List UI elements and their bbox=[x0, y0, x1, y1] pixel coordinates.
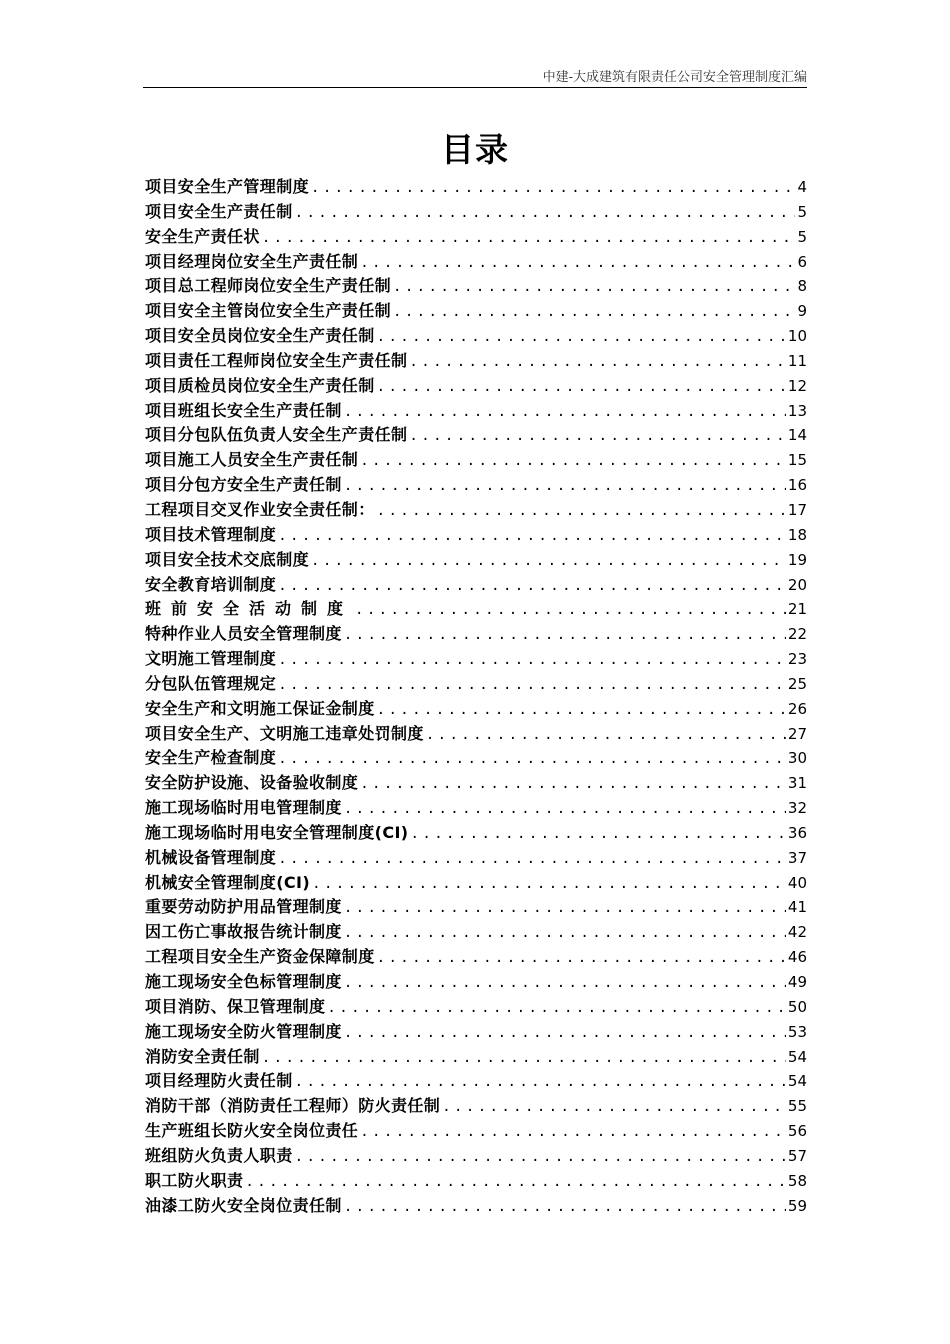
toc-entry[interactable] bbox=[145, 225, 807, 250]
toc-dot-leader bbox=[344, 896, 786, 921]
toc-entry[interactable] bbox=[145, 299, 807, 324]
toc-entry-page-number: 36 bbox=[787, 823, 807, 842]
toc-entry[interactable] bbox=[145, 374, 807, 399]
toc-entry-title: 项目施工人员安全生产责任制 bbox=[145, 450, 359, 470]
toc-dot-leader bbox=[360, 772, 786, 797]
toc-entry-title: 项目分包方安全生产责任制 bbox=[145, 475, 342, 495]
toc-entry[interactable] bbox=[145, 498, 807, 523]
toc-entry-page-number: 57 bbox=[787, 1146, 807, 1165]
toc-entry[interactable] bbox=[145, 796, 807, 821]
toc-entry-title: 安全教育培训制度 bbox=[145, 574, 277, 594]
toc-entry[interactable] bbox=[145, 473, 807, 498]
toc-entry-page-number: 11 bbox=[787, 351, 807, 370]
toc-entry[interactable] bbox=[145, 920, 807, 945]
toc-entry-title: 安全防护设施、设备验收制度 bbox=[145, 773, 359, 793]
toc-entry-page-number: 53 bbox=[787, 1022, 807, 1041]
toc-entry-title: 施工现场安全防火管理制度 bbox=[145, 1021, 342, 1041]
toc-entry[interactable] bbox=[145, 995, 807, 1020]
toc-entry[interactable] bbox=[145, 846, 807, 871]
toc-entry-page-number: 54 bbox=[787, 1047, 807, 1066]
toc-entry[interactable] bbox=[145, 399, 807, 424]
toc-entry-title: 班前安全活动制度 bbox=[145, 599, 354, 619]
toc-entry[interactable] bbox=[145, 697, 807, 722]
toc-entry-page-number: 32 bbox=[787, 799, 807, 818]
toc-entry[interactable] bbox=[145, 1094, 807, 1119]
toc-entry[interactable] bbox=[145, 970, 807, 995]
toc-entry[interactable] bbox=[145, 895, 807, 920]
toc-dot-leader bbox=[377, 325, 786, 350]
toc-dot-leader bbox=[278, 524, 786, 549]
toc-entry-page-number: 18 bbox=[787, 525, 807, 544]
toc-entry[interactable] bbox=[145, 324, 807, 349]
toc-entry-page-number: 31 bbox=[787, 774, 807, 793]
toc-entry[interactable] bbox=[145, 722, 807, 747]
toc-entry-page-number: 26 bbox=[787, 699, 807, 718]
toc-entry-title: 分包队伍管理规定 bbox=[145, 673, 277, 693]
toc-entry-title: 安全生产和文明施工保证金制度 bbox=[145, 698, 375, 718]
toc-entry[interactable] bbox=[145, 175, 807, 200]
toc-entry-page-number: 22 bbox=[787, 625, 807, 644]
toc-entry-page-number: 9 bbox=[797, 302, 807, 321]
toc-entry-title: 文明施工管理制度 bbox=[145, 649, 277, 669]
toc-entry[interactable] bbox=[145, 1169, 807, 1194]
toc-entry-page-number: 21 bbox=[787, 600, 807, 619]
toc-entry-page-number: 6 bbox=[797, 252, 807, 271]
toc-entry-title: 施工现场临时用电管理制度 bbox=[145, 798, 342, 818]
toc-entry[interactable] bbox=[145, 647, 807, 672]
toc-entry-page-number: 56 bbox=[787, 1122, 807, 1141]
toc-entry[interactable] bbox=[145, 1119, 807, 1144]
toc-dot-leader bbox=[377, 375, 786, 400]
toc-dot-leader bbox=[360, 449, 786, 474]
toc-dot-leader bbox=[360, 251, 795, 276]
toc-entry[interactable] bbox=[145, 597, 807, 622]
toc-entry[interactable] bbox=[145, 573, 807, 598]
toc-entry-page-number: 58 bbox=[787, 1171, 807, 1190]
toc-entry-title: 项目安全员岗位安全生产责任制 bbox=[145, 326, 375, 346]
toc-entry[interactable] bbox=[145, 945, 807, 970]
toc-entry-title: 项目班组长安全生产责任制 bbox=[145, 400, 342, 420]
toc-entry[interactable] bbox=[145, 672, 807, 697]
toc-entry-title: 工程项目安全生产资金保障制度 bbox=[145, 947, 375, 967]
toc-dot-leader bbox=[344, 400, 786, 425]
toc-entry-title: 项目质检员岗位安全生产责任制 bbox=[145, 375, 375, 395]
toc-entry[interactable] bbox=[145, 1045, 807, 1070]
toc-entry-page-number: 46 bbox=[787, 948, 807, 967]
toc-dot-leader bbox=[327, 996, 786, 1021]
toc-entry-title: 项目技术管理制度 bbox=[145, 524, 277, 544]
toc-entry-title: 安全生产检查制度 bbox=[145, 748, 277, 768]
toc-entry[interactable] bbox=[145, 523, 807, 548]
toc-entry-page-number: 23 bbox=[787, 650, 807, 669]
toc-dot-leader bbox=[312, 872, 786, 897]
toc-entry-page-number: 17 bbox=[787, 500, 807, 519]
table-of-contents bbox=[145, 175, 807, 1218]
toc-entry-title: 项目经理防火责任制 bbox=[145, 1071, 293, 1091]
toc-dot-leader bbox=[278, 847, 786, 872]
toc-dot-leader bbox=[295, 201, 796, 226]
toc-dot-leader bbox=[245, 1170, 786, 1195]
toc-dot-leader bbox=[355, 598, 786, 623]
toc-entry[interactable] bbox=[145, 821, 807, 846]
toc-dot-leader bbox=[262, 1046, 786, 1071]
toc-dot-leader bbox=[278, 574, 786, 599]
toc-entry-page-number: 42 bbox=[787, 923, 807, 942]
toc-entry-page-number: 25 bbox=[787, 674, 807, 693]
toc-entry[interactable] bbox=[145, 200, 807, 225]
toc-dot-leader bbox=[344, 797, 786, 822]
toc-entry[interactable] bbox=[145, 448, 807, 473]
toc-entry-title: 消防干部（消防责任工程师）防火责任制 bbox=[145, 1096, 441, 1116]
toc-entry[interactable] bbox=[145, 250, 807, 275]
toc-entry-title: 项目安全生产责任制 bbox=[145, 201, 293, 221]
toc-dot-leader bbox=[409, 350, 786, 375]
toc-entry[interactable] bbox=[145, 1144, 807, 1169]
toc-entry-page-number: 40 bbox=[787, 873, 807, 892]
toc-entry-page-number: 5 bbox=[797, 227, 807, 246]
toc-dot-leader bbox=[411, 822, 786, 847]
toc-entry-title: 项目消防、保卫管理制度 bbox=[145, 996, 326, 1016]
toc-entry-title: 重要劳动防护用品管理制度 bbox=[145, 897, 342, 917]
toc-entry-title: 项目经理岗位安全生产责任制 bbox=[145, 251, 359, 271]
toc-entry[interactable] bbox=[145, 746, 807, 771]
toc-dot-leader bbox=[344, 1195, 786, 1220]
toc-entry-title: 施工现场临时用电安全管理制度(CI) bbox=[145, 822, 409, 842]
toc-entry-page-number: 13 bbox=[787, 401, 807, 420]
toc-entry-title: 项目总工程师岗位安全生产责任制 bbox=[145, 276, 392, 296]
document-header-title: 中建-大成建筑有限责任公司安全管理制度汇编 bbox=[542, 70, 807, 85]
toc-dot-leader bbox=[377, 946, 786, 971]
toc-entry[interactable] bbox=[145, 423, 807, 448]
toc-entry-page-number: 30 bbox=[787, 749, 807, 768]
toc-entry-title: 机械安全管理制度(CI) bbox=[145, 872, 311, 892]
toc-dot-leader bbox=[344, 474, 786, 499]
toc-entry-page-number: 19 bbox=[787, 550, 807, 569]
toc-entry-page-number: 16 bbox=[787, 476, 807, 495]
toc-entry-title: 因工伤亡事故报告统计制度 bbox=[145, 922, 342, 942]
toc-entry-title: 特种作业人员安全管理制度 bbox=[145, 624, 342, 644]
toc-entry-title: 职工防火职责 bbox=[145, 1170, 244, 1190]
toc-entry-page-number: 12 bbox=[787, 376, 807, 395]
toc-entry[interactable] bbox=[145, 274, 807, 299]
toc-dot-leader bbox=[278, 673, 786, 698]
toc-entry-page-number: 50 bbox=[787, 997, 807, 1016]
toc-entry-title: 机械设备管理制度 bbox=[145, 847, 277, 867]
toc-entry-title: 项目安全生产、文明施工违章处罚制度 bbox=[145, 723, 424, 743]
toc-entry-title: 消防安全责任制 bbox=[145, 1046, 260, 1066]
toc-dot-leader bbox=[377, 499, 786, 524]
toc-entry-title: 生产班组长防火安全岗位责任 bbox=[145, 1121, 359, 1141]
toc-dot-leader bbox=[344, 921, 786, 946]
toc-dot-leader bbox=[393, 300, 795, 325]
toc-entry[interactable] bbox=[145, 1194, 807, 1219]
toc-entry-page-number: 41 bbox=[787, 898, 807, 917]
toc-entry-title: 项目安全主管岗位安全生产责任制 bbox=[145, 301, 392, 321]
toc-dot-leader bbox=[344, 623, 786, 648]
toc-entry-title: 项目分包队伍负责人安全生产责任制 bbox=[145, 425, 408, 445]
toc-entry[interactable] bbox=[145, 871, 807, 896]
toc-entry-title: 项目安全生产管理制度 bbox=[145, 177, 310, 196]
toc-dot-leader bbox=[344, 1021, 786, 1046]
toc-dot-leader bbox=[262, 226, 796, 251]
toc-entry-title: 工程项目交叉作业安全责任制： bbox=[145, 499, 375, 519]
toc-dot-leader bbox=[311, 176, 795, 201]
toc-entry-page-number: 5 bbox=[797, 202, 807, 221]
toc-dot-leader bbox=[360, 1120, 786, 1145]
toc-heading: 目录 bbox=[441, 130, 509, 169]
toc-dot-leader bbox=[311, 549, 786, 574]
toc-entry[interactable] bbox=[145, 771, 807, 796]
toc-entry-page-number: 4 bbox=[797, 178, 807, 196]
toc-entry-page-number: 27 bbox=[787, 724, 807, 743]
toc-entry-page-number: 8 bbox=[797, 277, 807, 296]
toc-entry-page-number: 15 bbox=[787, 451, 807, 470]
toc-entry[interactable] bbox=[145, 1020, 807, 1045]
toc-entry[interactable] bbox=[145, 349, 807, 374]
toc-dot-leader bbox=[426, 723, 786, 748]
toc-dot-leader bbox=[409, 424, 786, 449]
toc-dot-leader bbox=[295, 1070, 786, 1095]
toc-dot-leader bbox=[344, 971, 786, 996]
toc-entry[interactable] bbox=[145, 622, 807, 647]
toc-entry-page-number: 14 bbox=[787, 426, 807, 445]
toc-entry-title: 班组防火负责人职责 bbox=[145, 1145, 293, 1165]
toc-entry[interactable] bbox=[145, 1069, 807, 1094]
toc-entry[interactable] bbox=[145, 548, 807, 573]
toc-dot-leader bbox=[393, 275, 795, 300]
toc-entry-title: 施工现场安全色标管理制度 bbox=[145, 972, 342, 991]
toc-entry-page-number: 55 bbox=[787, 1097, 807, 1116]
toc-dot-leader bbox=[278, 648, 786, 673]
toc-entry-page-number: 20 bbox=[787, 575, 807, 594]
toc-entry-page-number: 49 bbox=[787, 973, 807, 991]
toc-entry-page-number: 37 bbox=[787, 848, 807, 867]
toc-entry-title: 安全生产责任状 bbox=[145, 226, 260, 246]
header-divider bbox=[143, 87, 807, 88]
toc-entry-page-number: 59 bbox=[787, 1196, 807, 1215]
toc-dot-leader bbox=[295, 1145, 786, 1170]
toc-entry-page-number: 10 bbox=[787, 327, 807, 346]
toc-entry-page-number: 54 bbox=[787, 1072, 807, 1091]
toc-entry-title: 项目责任工程师岗位安全生产责任制 bbox=[145, 350, 408, 370]
toc-dot-leader bbox=[377, 698, 786, 723]
toc-dot-leader bbox=[442, 1095, 786, 1120]
toc-entry-title: 油漆工防火安全岗位责任制 bbox=[145, 1195, 342, 1215]
toc-dot-leader bbox=[278, 747, 786, 772]
toc-entry-title: 项目安全技术交底制度 bbox=[145, 549, 310, 569]
